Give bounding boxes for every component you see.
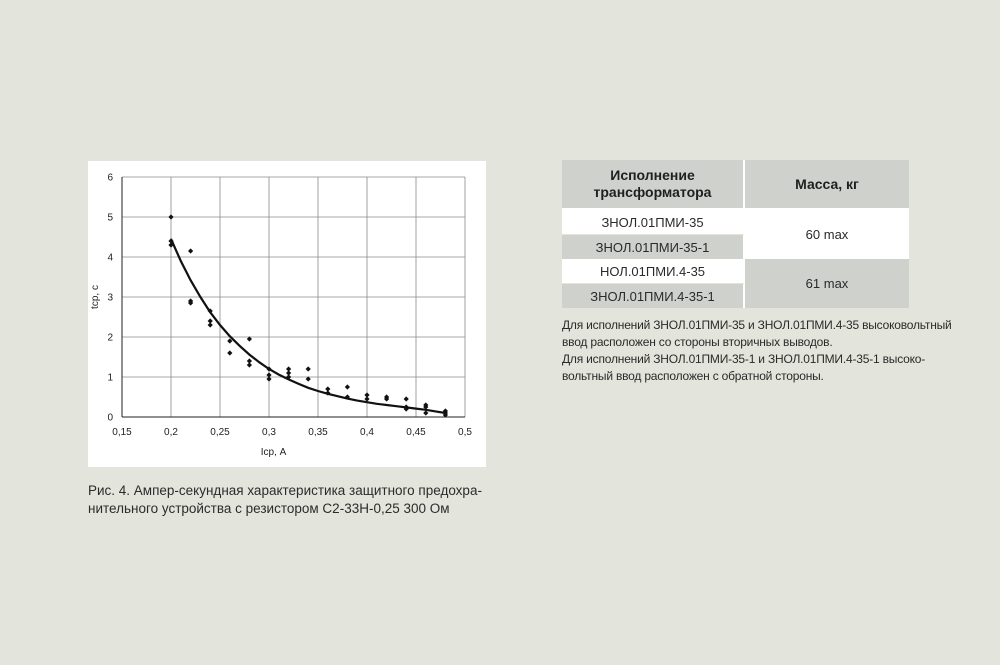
header-version <box>562 160 745 210</box>
data-point <box>306 366 311 371</box>
data-point <box>227 350 232 355</box>
table-row <box>562 259 909 283</box>
y-tick-label: 6 <box>107 172 113 184</box>
version-cell: ЗНОЛ.01ПМИ.4-35-1 <box>562 283 745 308</box>
x-tick-label: 0,15 <box>112 427 132 438</box>
data-point <box>345 384 350 389</box>
table-header-row <box>562 160 909 210</box>
mass-cell: 61 max <box>745 259 909 308</box>
mass-cell: 60 max <box>745 210 909 259</box>
x-tick-label: 0,4 <box>360 427 374 438</box>
y-tick-label: 2 <box>107 332 113 344</box>
y-tick-label: 0 <box>107 412 113 424</box>
header-mass: Масса, кг <box>745 160 909 210</box>
x-tick-label: 0,35 <box>308 427 328 438</box>
x-tick-label: 0,5 <box>458 427 472 438</box>
header-version-line-2: трансформатора <box>593 184 712 200</box>
note-line-4: вольтный ввод расположен с обратной стороны. <box>562 369 824 383</box>
x-axis-label: Iср, А <box>260 447 287 458</box>
x-tick-label: 0,45 <box>406 427 426 438</box>
y-tick-label: 4 <box>107 252 113 264</box>
x-tick-label: 0,25 <box>210 427 230 438</box>
x-tick-label: 0,2 <box>164 427 178 438</box>
y-tick-label: 3 <box>107 292 113 304</box>
y-tick-label: 5 <box>107 212 113 224</box>
version-cell: ЗНОЛ.01ПМИ-35-1 <box>562 234 745 259</box>
table-row <box>562 210 909 234</box>
note-line-1: Для исполнений ЗНОЛ.01ПМИ-35 и ЗНОЛ.01ПМИ.4-35 высоковольтный <box>562 318 952 332</box>
chart-panel <box>88 161 486 467</box>
data-point <box>208 322 213 327</box>
x-tick-label: 0,3 <box>262 427 276 438</box>
y-tick-label: 1 <box>107 372 113 384</box>
version-cell: НОЛ.01ПМИ.4-35 <box>562 259 745 283</box>
header-version-line-1: Исполнение <box>610 167 695 183</box>
figure-caption <box>88 482 488 518</box>
data-point <box>404 396 409 401</box>
transformer-mass-table <box>562 160 909 308</box>
data-point <box>188 248 193 253</box>
amp-second-chart <box>88 161 486 467</box>
caption-line-2: нительного устройства с резистором С2-33Н-0,25 300 Ом <box>88 501 450 516</box>
fit-curve <box>171 239 445 413</box>
note-line-2: ввод расположен со стороны вторичных выводов. <box>562 335 833 349</box>
caption-line-1: Рис. 4. Ампер-секундная характеристика защитного предохра- <box>88 483 482 498</box>
version-cell: ЗНОЛ.01ПМИ-35 <box>562 210 745 234</box>
data-point <box>247 362 252 367</box>
data-point <box>168 214 173 219</box>
table-notes <box>562 317 952 385</box>
note-line-3: Для исполнений ЗНОЛ.01ПМИ-35-1 и ЗНОЛ.01ПМИ.4-35-1 высоко- <box>562 352 926 366</box>
y-axis-label: tср, с <box>90 285 101 309</box>
